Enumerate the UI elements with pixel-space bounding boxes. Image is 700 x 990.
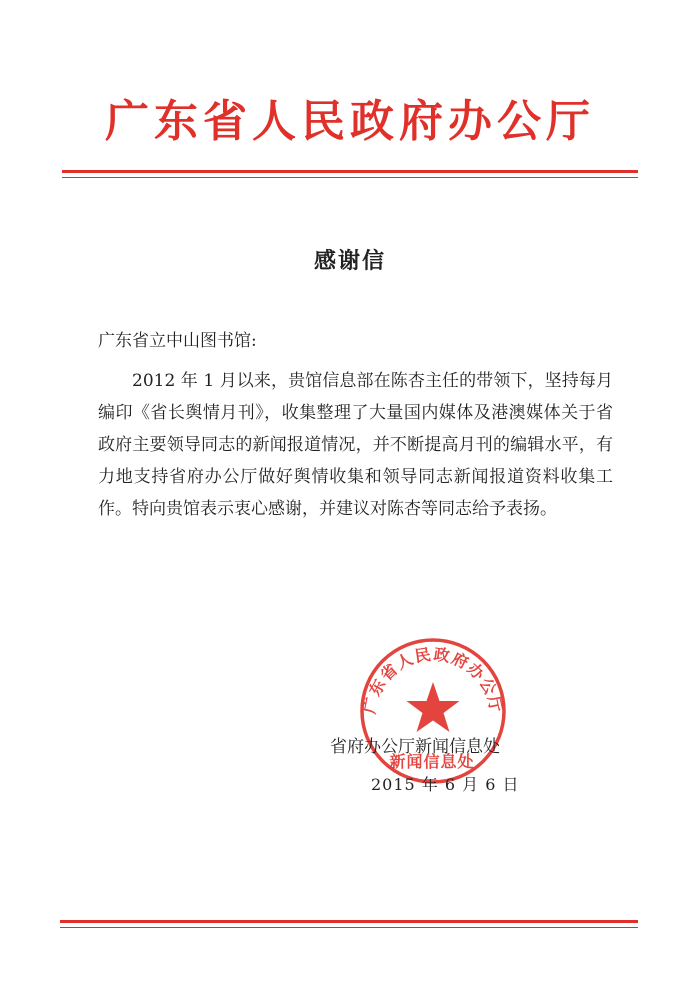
footer-rule-thick — [60, 920, 638, 923]
date: 2015 年 6 月 6 日 — [371, 775, 520, 794]
footer-rule-thin — [60, 927, 638, 928]
letter-body: 2012 年 1 月以来，贵馆信息部在陈杏主任的带领下，坚持每月编印《省长舆情月刊》，收集整理了大量国内媒体及港澳媒体关于省政府主要领导同志的新闻报道情况，并不断提高月刊的编辑水平，有力地支持省府办公厅做好舆情收集和领导同志新闻报道资料收集工作。特向贵馆表示衷心感谢，并建议对陈杏等同志给予表扬。 — [98, 371, 613, 519]
seal-ring-text: 广东省人民政府办公厅 — [359, 644, 507, 716]
salutation: 广东省立中山图书馆: — [98, 331, 257, 351]
letter-title: 感谢信 — [313, 249, 386, 274]
seal-bottom-text: 新闻信息处 — [389, 752, 475, 771]
letterhead-title: 广东省人民政府办公厅 — [105, 96, 595, 147]
letterhead-rule-thin — [62, 177, 638, 178]
star-icon — [407, 682, 460, 732]
sender: 省府办公厅新闻信息处 — [330, 737, 500, 757]
letterhead-rule-thick — [62, 170, 638, 173]
